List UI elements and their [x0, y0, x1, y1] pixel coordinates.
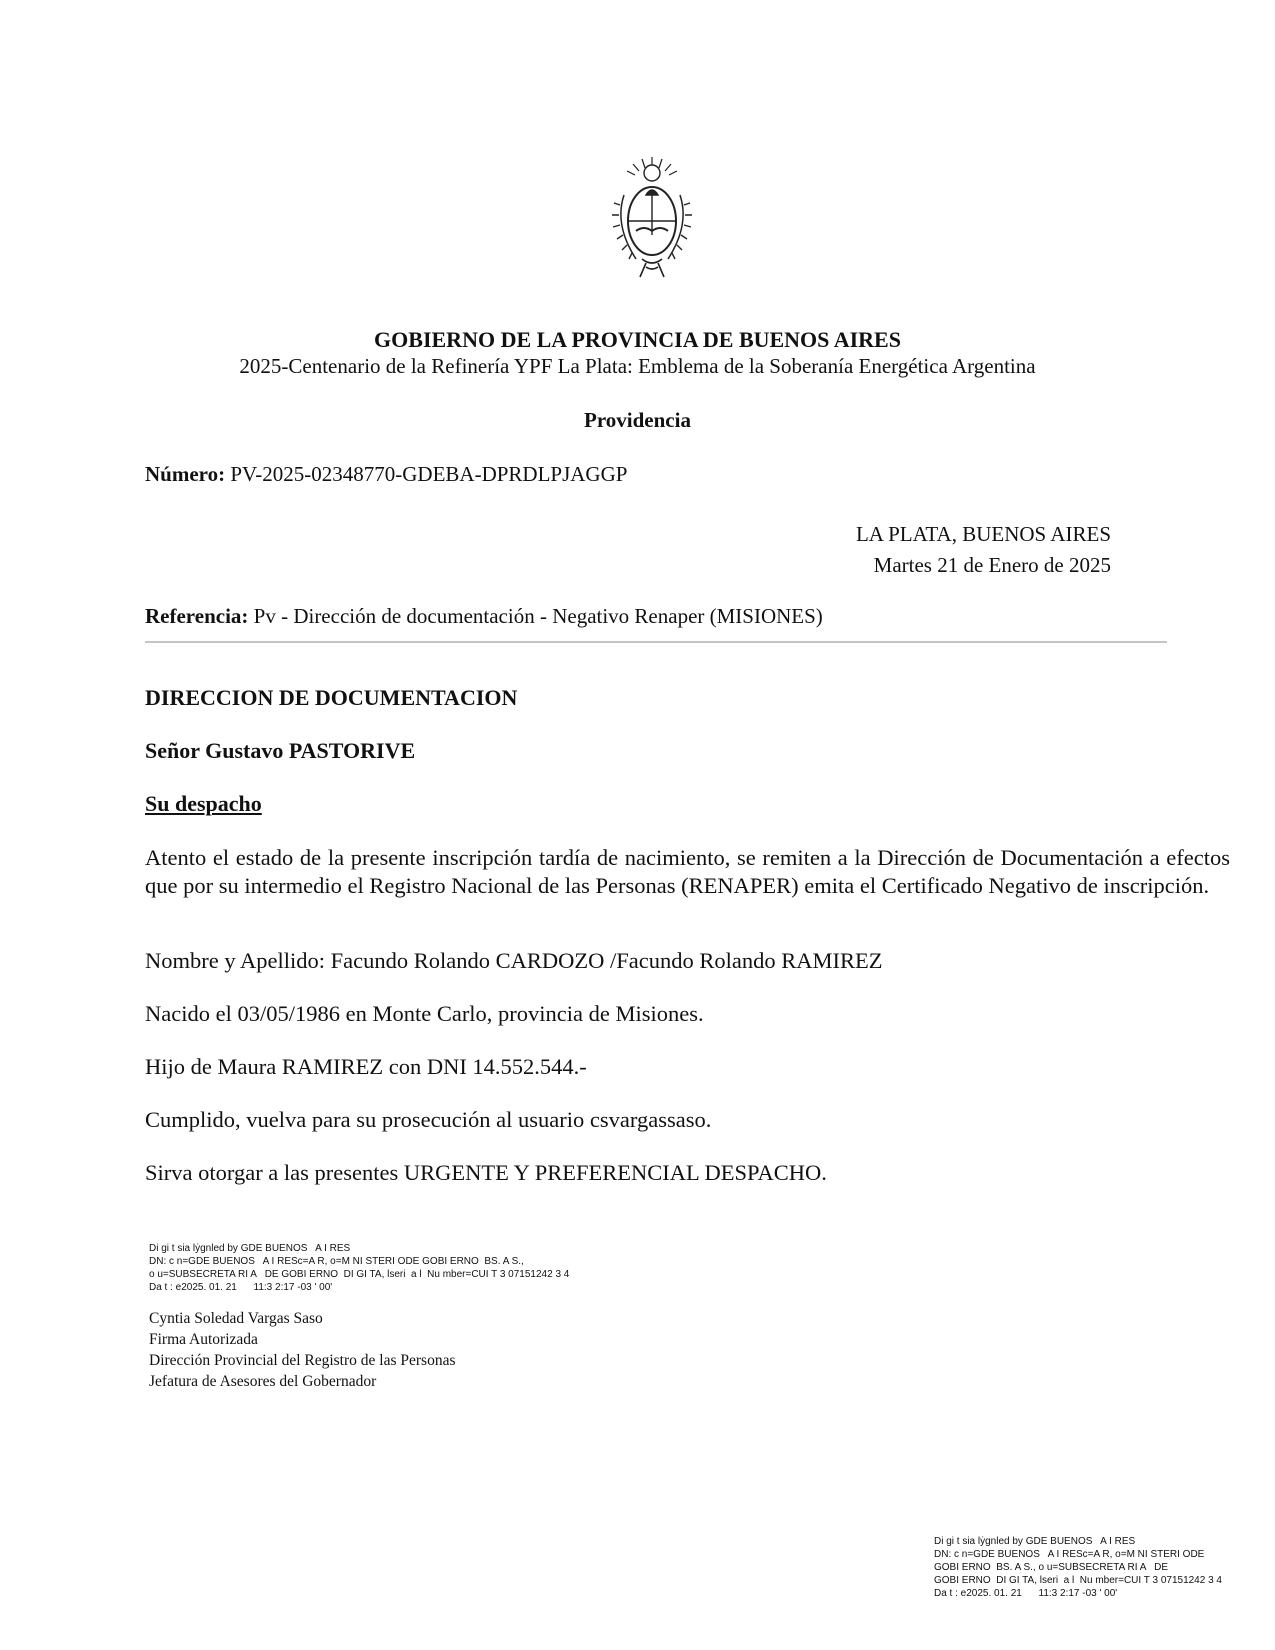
document-number-value: PV-2025-02348770-GDEBA-DPRDLPJAGGP [230, 462, 628, 486]
document-number-label: Número: [145, 462, 226, 486]
footer-stamp-line: GOBI ERNO BS. A S., o u=SUBSECRETA RI A DE [934, 1562, 1169, 1573]
government-title: GOBIERNO DE LA PROVINCIA DE BUENOS AIRES [374, 327, 901, 352]
signature-stamp-line: Da t : e2025. 01. 21 11:3 2:17 -03 ' 00' [149, 1282, 333, 1293]
addressee-office: DIRECCION DE DOCUMENTACION [145, 685, 518, 710]
addressee-person: Señor Gustavo PASTORIVE [145, 738, 416, 763]
signer-department: Jefatura de Asesores del Gobernador [149, 1373, 377, 1390]
footer-stamp-line: GOBI ERNO DI GI TA, lseri a l Nu mber=CUI T 3 07151242 3 4 [934, 1575, 1222, 1586]
place-date-block [856, 519, 1111, 581]
parent-line: Hijo de Maura RAMIREZ con DNI 14.552.544.- [145, 1054, 587, 1079]
place: LA PLATA, BUENOS AIRES [855, 522, 1111, 546]
signature-stamp-line: o u=SUBSECRETA RI A DE GOBI ERNO DI GI TA, lseri a l Nu mber=CUI T 3 07151242 3 4 [149, 1269, 570, 1280]
signer-role: Firma Autorizada [149, 1331, 258, 1348]
footer-digital-signature-stamp [934, 1535, 1234, 1600]
date: Martes 21 de Enero de 2025 [873, 553, 1111, 577]
document-type: Providencia [584, 408, 691, 432]
year-motto: 2025-Centenario de la Refinería YPF La Plata: Emblema de la Soberanía Energética Argentina [239, 354, 1036, 378]
signature-stamp-line: Di gi t sia lẏgnled by GDE BUENOS A I RES [149, 1243, 351, 1254]
signer-office: Dirección Provincial del Registro de las Personas [149, 1352, 456, 1369]
urgent-line: Sirva otorgar a las presentes URGENTE Y PREFERENCIAL DESPACHO. [145, 1160, 827, 1185]
signer-block [149, 1308, 455, 1392]
reference-label: Referencia: [145, 604, 249, 628]
provincial-coat-of-arms-icon [606, 155, 698, 285]
reference-value: Pv - Dirección de documentación - Negativo Renaper (MISIONES) [253, 604, 823, 628]
birth-line: Nacido el 03/05/1986 en Monte Carlo, provincia de Misiones. [145, 1001, 704, 1026]
signer-name: Cyntia Soledad Vargas Saso [149, 1310, 323, 1327]
reference [145, 604, 823, 629]
return-line: Cumplido, vuelva para su prosecución al usuario csvargassaso. [145, 1107, 712, 1132]
header-divider [145, 641, 1167, 643]
footer-stamp-line: DN: c n=GDE BUENOS A I RESc=A R, o=M NI STERI ODE [934, 1549, 1205, 1560]
body-paragraph: Atento el estado de la presente inscripción tardía de nacimiento, se remiten a la Dirección de Documentación a efectos que por su intermedio el Registro Nacional de las Personas (RENAPER) emita el Certificado Negativo de inscripción. [145, 845, 1230, 898]
digital-signature-stamp [149, 1242, 569, 1294]
footer-stamp-line: Di gi t sia lẏgnled by GDE BUENOS A I RES [934, 1536, 1136, 1547]
signature-stamp-line: DN: c n=GDE BUENOS A I RESc=A R, o=M NI STERI ODE GOBI ERNO BS. A S., [149, 1256, 524, 1267]
footer-stamp-line: Da t : e2025. 01. 21 11:3 2:17 -03 ' 00' [934, 1588, 1118, 1599]
salutation: Su despacho [145, 791, 262, 816]
document-number [145, 462, 627, 487]
name-line: Nombre y Apellido: Facundo Rolando CARDOZO /Facundo Rolando RAMIREZ [145, 948, 883, 973]
